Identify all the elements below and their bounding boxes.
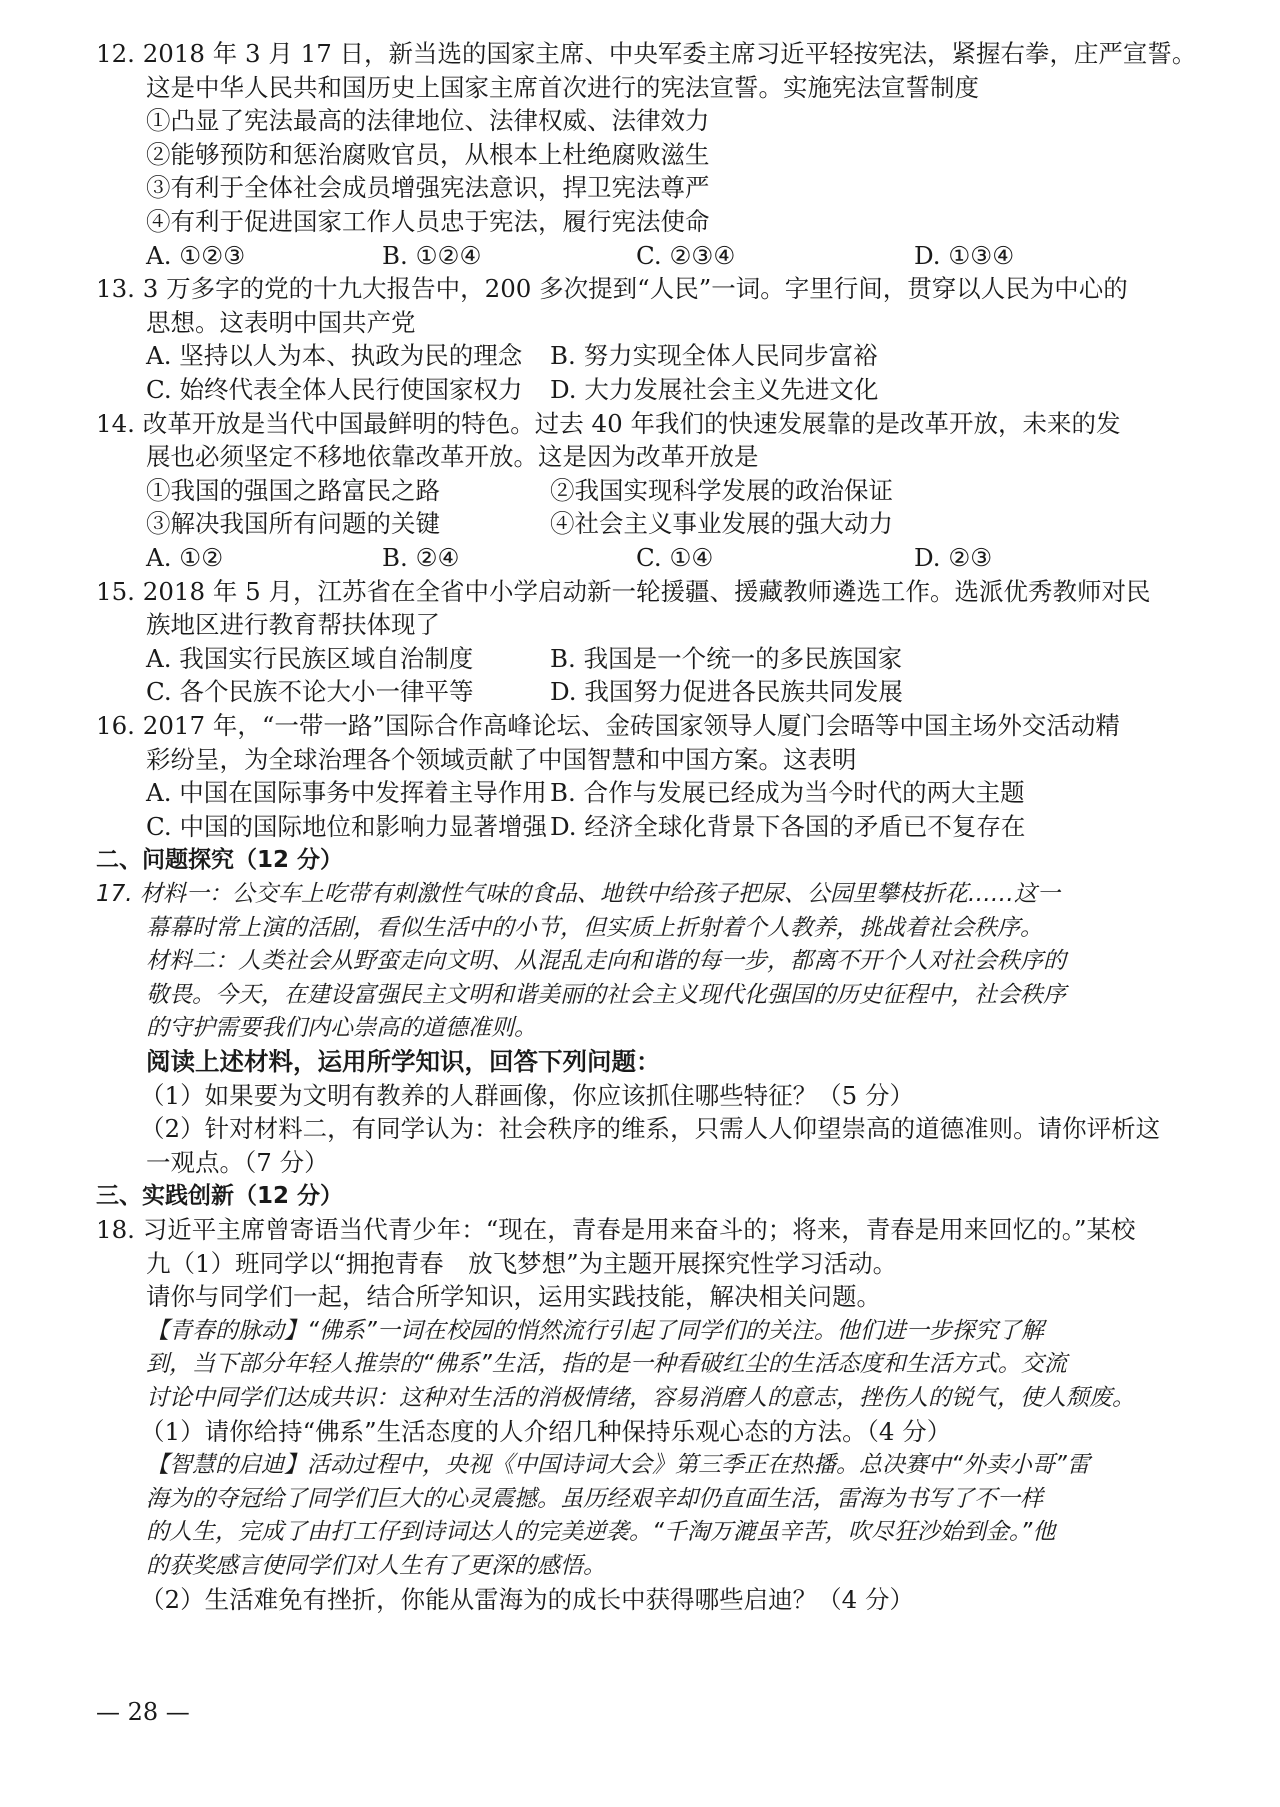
text-line: 的获奖感言使同学们对人生有了更深的感悟。 [146, 1553, 606, 1579]
text-line: 讨论中同学们达成共识：这种对生活的消极情绪，容易消磨人的意志，挫伤人的锐气，使人颓废。 [146, 1385, 1135, 1411]
text-line: 15. 2018 年 5 月，江苏省在全省中小学启动新一轮援疆、援藏教师遴选工作。选派优秀教师对民 [96, 576, 1151, 606]
answer-option: D. ②③ [914, 543, 993, 572]
answer-option: C. ②③④ [636, 240, 736, 270]
answer-option: B. 努力实现全体人民同步富裕 [550, 341, 878, 371]
answer-option: D. 经济全球化背景下各国的矛盾已不复存在 [550, 811, 1026, 841]
text-line: 思想。这表明中国共产党 [146, 307, 416, 337]
answer-option: ①我国的强国之路富民之路 [146, 475, 440, 505]
text-line: 海为的夺冠给了同学们巨大的心灵震撼。虽历经艰辛却仍直面生活，雷海为书写了不一样 [146, 1485, 1043, 1512]
page-number: — 28 — [96, 1698, 190, 1726]
text-line: 【智慧的启迪】活动过程中，央视《中国诗词大会》第三季正在热播。总决赛中“外卖小哥”雷 [146, 1452, 1090, 1479]
text-line: 请你与同学们一起，结合所学知识，运用实践技能，解决相关问题。 [146, 1282, 881, 1312]
text-line: （2）生活难免有挫折，你能从雷海为的成长中获得哪些启迪？（4 分） [140, 1584, 914, 1614]
answer-option: D. 我国努力促进各民族共同发展 [550, 677, 903, 707]
text-line: 阅读上述材料，运用所学知识，回答下列问题： [146, 1047, 661, 1076]
text-line: ①凸显了宪法最高的法律地位、法律权威、法律效力 [146, 106, 710, 136]
text-line: ③有利于全体社会成员增强宪法意识，捍卫宪法尊严 [146, 173, 710, 203]
text-line: （1）请你给持“佛系”生活态度的人介绍几种保持乐观心态的方法。（4 分） [140, 1416, 952, 1446]
answer-option: B. ①②④ [382, 240, 482, 270]
text-line: 的守护需要我们内心崇高的道德准则。 [146, 1015, 537, 1042]
text-line: 18. 习近平主席曾寄语当代青少年：“现在，青春是用来奋斗的；将来，青春是用来回忆的。”某校 [96, 1215, 1136, 1244]
answer-option: B. ②④ [382, 543, 460, 572]
text-line: 的人生，完成了由打工仔到诗词达人的完美逆袭。“千淘万漉虽辛苦，吹尽狂沙始到金。”他 [146, 1519, 1056, 1546]
answer-option: A. 坚持以人为本、执政为民的理念 [146, 341, 523, 371]
text-line: 材料二：人类社会从野蛮走向文明、从混乱走向和谐的每一步，都离不开个人对社会秩序的 [146, 948, 1066, 975]
answer-option: A. 中国在国际事务中发挥着主导作用 [146, 778, 547, 808]
text-line: （1）如果要为文明有教养的人群画像，你应该抓住哪些特征？（5 分） [140, 1080, 914, 1110]
answer-option: A. ①②③ [146, 240, 246, 270]
text-line: 这是中华人民共和国历史上国家主席首次进行的宪法宣誓。实施宪法宣誓制度 [146, 72, 979, 102]
answer-option: C. 中国的国际地位和影响力显著增强 [146, 811, 547, 841]
answer-option: ③解决我国所有问题的关键 [146, 509, 440, 539]
text-line: 彩纷呈，为全球治理各个领域贡献了中国智慧和中国方案。这表明 [146, 744, 857, 774]
text-line: ②能够预防和惩治腐败官员，从根本上杜绝腐败滋生 [146, 139, 710, 169]
text-line: 【青春的脉动】“佛系”一词在校园的悄然流行引起了同学们的关注。他们进一步探究了解 [146, 1317, 1044, 1344]
text-line: 族地区进行教育帮扶体现了 [146, 610, 440, 640]
answer-option: ②我国实现科学发展的政治保证 [550, 475, 893, 505]
answer-option: A. 我国实行民族区域自治制度 [146, 643, 474, 673]
answer-option: C. 各个民族不论大小一律平等 [146, 677, 474, 707]
text-line: 展也必须坚定不移地依靠改革开放。这是因为改革开放是 [146, 442, 759, 472]
text-line: 幕幕时常上演的活剧，看似生活中的小节，但实质上折射着个人教养，挑战着社会秩序。 [146, 914, 1043, 941]
answer-option: A. ①② [146, 543, 224, 572]
text-line: 16. 2017 年，“一带一路”国际合作高峰论坛、金砖国家领导人厦门会晤等中国主场外交活动精 [96, 711, 1120, 740]
answer-option: D. ①③④ [914, 240, 1015, 270]
text-line: 12. 2018 年 3 月 17 日，新当选的国家主席、中央军委主席习近平轻按宪法，紧握右拳，庄严宣誓。 [96, 39, 1197, 68]
text-line: 二、问题探究（12 分） [96, 847, 344, 874]
text-line: 九（1）班同学以“拥抱青春 放飞梦想”为主题开展探究性学习活动。 [146, 1248, 898, 1278]
answer-option: C. ①④ [636, 543, 714, 572]
text-line: 到，当下部分年轻人推崇的“佛系”生活，指的是一种看破红尘的生活态度和生活方式。交流 [146, 1351, 1067, 1378]
text-line: ④有利于促进国家工作人员忠于宪法，履行宪法使命 [146, 207, 710, 236]
text-line: 13. 3 万多字的党的十九大报告中，200 多次提到“人民”一词。字里行间，贯穿以人民为中心的 [96, 274, 1128, 304]
text-line: （2）针对材料二，有同学认为：社会秩序的维系，只需人人仰望崇高的道德准则。请你评析这 [140, 1114, 1161, 1144]
answer-option: B. 合作与发展已经成为当今时代的两大主题 [550, 778, 1025, 808]
answer-option: ④社会主义事业发展的强大动力 [550, 509, 893, 539]
text-line: 一观点。（7 分） [146, 1147, 329, 1177]
answer-option: B. 我国是一个统一的多民族国家 [550, 643, 903, 673]
text-line: 17. 材料一：公交车上吃带有刺激性气味的食品、地铁中给孩子把尿、公园里攀枝折花……这一 [96, 881, 1060, 907]
answer-option: C. 始终代表全体人民行使国家权力 [146, 375, 523, 404]
answer-option: D. 大力发展社会主义先进文化 [550, 375, 879, 404]
text-line: 14. 改革开放是当代中国最鲜明的特色。过去 40 年我们的快速发展靠的是改革开放，未来的发 [96, 408, 1121, 438]
text-line: 敬畏。今天，在建设富强民主文明和谐美丽的社会主义现代化强国的历史征程中，社会秩序 [146, 981, 1066, 1008]
text-line: 三、实践创新（12 分） [96, 1183, 344, 1210]
